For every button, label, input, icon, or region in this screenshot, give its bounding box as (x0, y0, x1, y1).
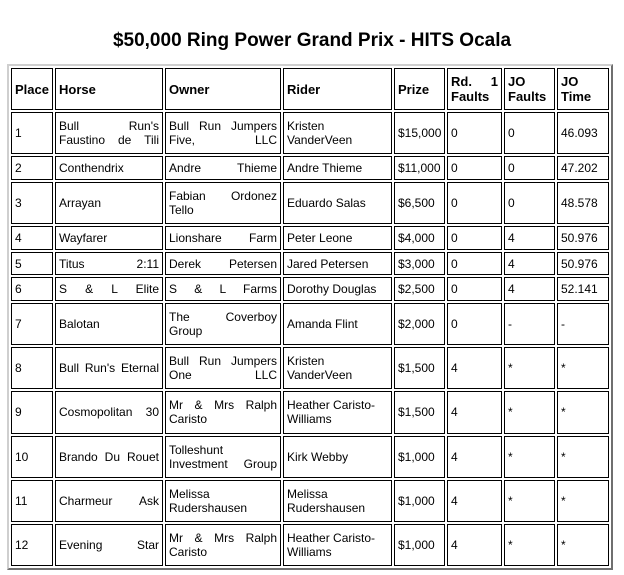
cell-rd1-faults: 4 (447, 480, 502, 522)
cell-place: 4 (11, 226, 53, 250)
cell-rider: Kirk Webby (283, 436, 392, 478)
cell-rider: Andre Thieme (283, 156, 392, 180)
cell-horse: Evening Star (55, 524, 163, 566)
cell-owner: Bull Run Jumpers Five, LLC (165, 112, 281, 154)
cell-jo-time: 50.976 (557, 226, 609, 250)
cell-rider: Jared Petersen (283, 252, 392, 276)
cell-rider: Heather Caristo-Williams (283, 524, 392, 566)
cell-rd1-faults: 0 (447, 112, 502, 154)
header-jo-faults: JO Faults (504, 68, 555, 110)
cell-rider: Heather Caristo-Williams (283, 391, 392, 433)
header-jo-time: JO Time (557, 68, 609, 110)
cell-jo-faults: 4 (504, 277, 555, 301)
cell-jo-time: 47.202 (557, 156, 609, 180)
cell-rd1-faults: 0 (447, 303, 502, 345)
cell-owner: Fabian Ordonez Tello (165, 182, 281, 224)
cell-jo-faults: 0 (504, 156, 555, 180)
cell-rider: Kristen VanderVeen (283, 347, 392, 389)
cell-prize: $2,000 (394, 303, 445, 345)
cell-owner: Tolleshunt Investment Group (165, 436, 281, 478)
cell-rd1-faults: 0 (447, 156, 502, 180)
cell-place: 1 (11, 112, 53, 154)
cell-rd1-faults: 0 (447, 277, 502, 301)
cell-rider: Dorothy Douglas (283, 277, 392, 301)
cell-prize: $4,000 (394, 226, 445, 250)
header-rd1-faults: Rd. 1 Faults (447, 68, 502, 110)
cell-horse: Cosmopolitan 30 (55, 391, 163, 433)
cell-rider: Eduardo Salas (283, 182, 392, 224)
table-row (11, 277, 609, 301)
cell-rider: Peter Leone (283, 226, 392, 250)
cell-jo-time: 48.578 (557, 182, 609, 224)
cell-jo-time: * (557, 480, 609, 522)
cell-jo-faults: 4 (504, 252, 555, 276)
cell-horse: Balotan (55, 303, 163, 345)
cell-jo-time: 50.976 (557, 252, 609, 276)
cell-place: 12 (11, 524, 53, 566)
cell-jo-time: * (557, 347, 609, 389)
table-row (11, 303, 609, 345)
table-row (11, 347, 609, 389)
cell-jo-time: * (557, 436, 609, 478)
cell-rider: Kristen VanderVeen (283, 112, 392, 154)
cell-owner: Melissa Rudershausen (165, 480, 281, 522)
table-row (11, 524, 609, 566)
header-horse: Horse (55, 68, 163, 110)
header-place: Place (11, 68, 53, 110)
cell-jo-faults: 0 (504, 182, 555, 224)
cell-jo-time: * (557, 524, 609, 566)
table-row (11, 391, 609, 433)
cell-owner: S & L Farms (165, 277, 281, 301)
cell-rd1-faults: 4 (447, 524, 502, 566)
cell-jo-time: 46.093 (557, 112, 609, 154)
cell-rider: Amanda Flint (283, 303, 392, 345)
cell-place: 5 (11, 252, 53, 276)
cell-prize: $2,500 (394, 277, 445, 301)
cell-prize: $1,000 (394, 480, 445, 522)
cell-place: 8 (11, 347, 53, 389)
cell-jo-faults: 4 (504, 226, 555, 250)
cell-owner: Lionshare Farm (165, 226, 281, 250)
cell-owner: Bull Run Jumpers One LLC (165, 347, 281, 389)
cell-rd1-faults: 0 (447, 226, 502, 250)
cell-place: 6 (11, 277, 53, 301)
header-prize: Prize (394, 68, 445, 110)
cell-prize: $1,500 (394, 347, 445, 389)
cell-prize: $6,500 (394, 182, 445, 224)
cell-jo-faults: * (504, 524, 555, 566)
cell-place: 7 (11, 303, 53, 345)
results-table (7, 64, 613, 570)
cell-jo-time: * (557, 391, 609, 433)
cell-place: 10 (11, 436, 53, 478)
cell-owner: Derek Petersen (165, 252, 281, 276)
cell-place: 3 (11, 182, 53, 224)
table-row (11, 182, 609, 224)
cell-prize: $3,000 (394, 252, 445, 276)
cell-rd1-faults: 0 (447, 252, 502, 276)
cell-place: 9 (11, 391, 53, 433)
cell-prize: $11,000 (394, 156, 445, 180)
cell-horse: Conthendrix (55, 156, 163, 180)
cell-horse: S & L Elite (55, 277, 163, 301)
table-row (11, 112, 609, 154)
cell-place: 11 (11, 480, 53, 522)
cell-owner: Mr & Mrs Ralph Caristo (165, 524, 281, 566)
cell-jo-faults: - (504, 303, 555, 345)
cell-jo-faults: * (504, 347, 555, 389)
cell-owner: Mr & Mrs Ralph Caristo (165, 391, 281, 433)
cell-jo-faults: 0 (504, 112, 555, 154)
cell-horse: Arrayan (55, 182, 163, 224)
cell-horse: Brando Du Rouet (55, 436, 163, 478)
cell-horse: Charmeur Ask (55, 480, 163, 522)
cell-jo-time: 52.141 (557, 277, 609, 301)
table-row (11, 226, 609, 250)
header-row (11, 68, 609, 110)
cell-prize: $15,000 (394, 112, 445, 154)
cell-rd1-faults: 0 (447, 182, 502, 224)
cell-rider: Melissa Rudershausen (283, 480, 392, 522)
cell-rd1-faults: 4 (447, 347, 502, 389)
cell-jo-faults: * (504, 480, 555, 522)
cell-jo-time: - (557, 303, 609, 345)
header-owner: Owner (165, 68, 281, 110)
cell-jo-faults: * (504, 391, 555, 433)
cell-horse: Bull Run's Faustino de Tili (55, 112, 163, 154)
cell-prize: $1,000 (394, 524, 445, 566)
page-title: $50,000 Ring Power Grand Prix - HITS Ocala (112, 30, 512, 51)
table-row (11, 156, 609, 180)
cell-place: 2 (11, 156, 53, 180)
cell-jo-faults: * (504, 436, 555, 478)
header-rider: Rider (283, 68, 392, 110)
table-row (11, 252, 609, 276)
cell-horse: Titus 2:11 (55, 252, 163, 276)
cell-horse: Bull Run's Eternal (55, 347, 163, 389)
cell-owner: The Coverboy Group (165, 303, 281, 345)
table-row (11, 436, 609, 478)
cell-rd1-faults: 4 (447, 436, 502, 478)
cell-owner: Andre Thieme (165, 156, 281, 180)
cell-prize: $1,000 (394, 436, 445, 478)
table-row (11, 480, 609, 522)
cell-horse: Wayfarer (55, 226, 163, 250)
cell-rd1-faults: 4 (447, 391, 502, 433)
cell-prize: $1,500 (394, 391, 445, 433)
